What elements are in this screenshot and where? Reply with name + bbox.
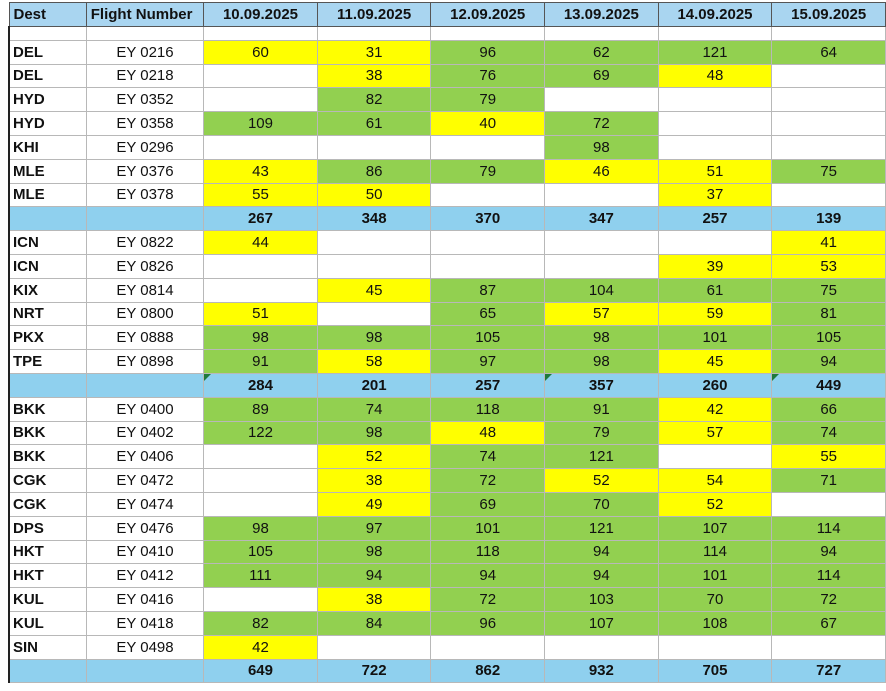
load-value-cell[interactable]: 101: [658, 564, 772, 588]
dest-cell[interactable]: HYD: [9, 88, 86, 112]
dest-cell[interactable]: ICN: [9, 231, 86, 255]
load-value-cell[interactable]: 51: [658, 159, 772, 183]
table-row: [9, 588, 886, 612]
dest-cell[interactable]: KUL: [9, 588, 86, 612]
load-value-cell[interactable]: 118: [431, 397, 545, 421]
table-row: [9, 397, 886, 421]
subtotal-row: [9, 373, 886, 397]
load-value-cell[interactable]: 72: [772, 588, 886, 612]
dest-cell[interactable]: MLE: [9, 183, 86, 207]
load-value-cell[interactable]: 79: [545, 421, 659, 445]
load-value-cell[interactable]: 98: [545, 350, 659, 374]
flight-number-cell[interactable]: EY 0474: [86, 492, 203, 516]
table-body: [9, 26, 886, 683]
spacer-cell[interactable]: [204, 26, 318, 40]
flight-number-cell[interactable]: EY 0826: [86, 254, 203, 278]
load-value-cell[interactable]: 70: [658, 588, 772, 612]
load-value-cell[interactable]: 94: [431, 564, 545, 588]
load-value-cell[interactable]: [772, 112, 886, 136]
load-value-cell[interactable]: 55: [772, 445, 886, 469]
flight-number-cell[interactable]: EY 0412: [86, 564, 203, 588]
table-row: [9, 445, 886, 469]
subtotal-cell[interactable]: 727: [772, 659, 886, 683]
load-value-cell[interactable]: [772, 183, 886, 207]
load-value-cell[interactable]: 103: [545, 588, 659, 612]
load-value-cell[interactable]: 98: [317, 421, 431, 445]
load-value-cell[interactable]: 69: [545, 64, 659, 88]
table-row: [9, 254, 886, 278]
load-value-cell[interactable]: 48: [658, 64, 772, 88]
load-value-cell[interactable]: [204, 278, 318, 302]
load-value-cell[interactable]: 65: [431, 302, 545, 326]
load-value-cell[interactable]: [658, 88, 772, 112]
load-value-cell[interactable]: [431, 183, 545, 207]
load-value-cell[interactable]: [772, 88, 886, 112]
load-value-cell[interactable]: [772, 635, 886, 659]
load-value-cell[interactable]: 53: [772, 254, 886, 278]
dest-cell[interactable]: DPS: [9, 516, 86, 540]
header-date[interactable]: 14.09.2025: [658, 3, 772, 27]
flight-number-cell[interactable]: EY 0800: [86, 302, 203, 326]
spacer-cell[interactable]: [317, 26, 431, 40]
load-value-cell[interactable]: 91: [204, 350, 318, 374]
load-value-cell[interactable]: [204, 445, 318, 469]
load-value-cell[interactable]: 98: [204, 326, 318, 350]
load-value-cell[interactable]: 101: [431, 516, 545, 540]
load-value-cell[interactable]: 97: [317, 516, 431, 540]
load-value-cell[interactable]: 94: [317, 564, 431, 588]
load-value-cell[interactable]: [658, 135, 772, 159]
flight-number-cell[interactable]: EY 0376: [86, 159, 203, 183]
flight-number-cell[interactable]: EY 0476: [86, 516, 203, 540]
table-row: [9, 326, 886, 350]
subtotal-cell[interactable]: 201: [317, 373, 431, 397]
header-dest[interactable]: Dest: [9, 3, 86, 27]
load-value-cell[interactable]: 81: [772, 302, 886, 326]
table-row: [9, 112, 886, 136]
dest-cell[interactable]: ICN: [9, 254, 86, 278]
load-value-cell[interactable]: [317, 302, 431, 326]
load-value-cell[interactable]: 74: [317, 397, 431, 421]
spacer-cell[interactable]: [431, 26, 545, 40]
load-value-cell[interactable]: 118: [431, 540, 545, 564]
load-value-cell[interactable]: 31: [317, 40, 431, 64]
load-value-cell[interactable]: 74: [772, 421, 886, 445]
load-value-cell[interactable]: 91: [545, 397, 659, 421]
dest-cell[interactable]: HYD: [9, 112, 86, 136]
table-row: [9, 635, 886, 659]
load-value-cell[interactable]: 41: [772, 231, 886, 255]
dest-cell[interactable]: KIX: [9, 278, 86, 302]
subtotal-empty-cell[interactable]: [86, 373, 203, 397]
load-value-cell[interactable]: 45: [658, 350, 772, 374]
load-value-cell[interactable]: 50: [317, 183, 431, 207]
subtotal-cell[interactable]: 722: [317, 659, 431, 683]
header-date[interactable]: 10.09.2025: [204, 3, 318, 27]
load-value-cell[interactable]: [204, 588, 318, 612]
load-value-cell[interactable]: 111: [204, 564, 318, 588]
dest-cell[interactable]: DEL: [9, 40, 86, 64]
flight-number-cell[interactable]: EY 0400: [86, 397, 203, 421]
load-value-cell[interactable]: 59: [658, 302, 772, 326]
flight-number-cell[interactable]: EY 0406: [86, 445, 203, 469]
load-value-cell[interactable]: [317, 231, 431, 255]
subtotal-empty-cell[interactable]: [86, 659, 203, 683]
table-row: [9, 159, 886, 183]
load-value-cell[interactable]: [545, 88, 659, 112]
dest-cell[interactable]: MLE: [9, 159, 86, 183]
table-row: [9, 564, 886, 588]
load-value-cell[interactable]: 39: [658, 254, 772, 278]
flight-number-cell[interactable]: EY 0416: [86, 588, 203, 612]
header-date[interactable]: 13.09.2025: [545, 3, 659, 27]
load-value-cell[interactable]: 98: [545, 326, 659, 350]
subtotal-empty-cell[interactable]: [9, 207, 86, 231]
load-value-cell[interactable]: 60: [204, 40, 318, 64]
load-value-cell[interactable]: 121: [545, 516, 659, 540]
header-date[interactable]: 12.09.2025: [431, 3, 545, 27]
load-value-cell[interactable]: 38: [317, 588, 431, 612]
subtotal-empty-cell[interactable]: [9, 659, 86, 683]
load-value-cell[interactable]: [545, 635, 659, 659]
table-row: [9, 183, 886, 207]
load-value-cell[interactable]: 61: [658, 278, 772, 302]
subtotal-empty-cell[interactable]: [86, 207, 203, 231]
table-row: [9, 88, 886, 112]
load-value-cell[interactable]: 74: [431, 445, 545, 469]
load-value-cell[interactable]: 104: [545, 278, 659, 302]
load-value-cell[interactable]: 105: [772, 326, 886, 350]
load-value-cell[interactable]: [204, 88, 318, 112]
dest-cell[interactable]: KUL: [9, 611, 86, 635]
table-row: [9, 231, 886, 255]
load-value-cell[interactable]: [658, 445, 772, 469]
subtotal-cell[interactable]: 347: [545, 207, 659, 231]
load-value-cell[interactable]: 108: [658, 611, 772, 635]
load-value-cell[interactable]: [317, 254, 431, 278]
load-value-cell[interactable]: [658, 231, 772, 255]
load-value-cell[interactable]: 40: [431, 112, 545, 136]
table-row: [9, 492, 886, 516]
table-row: [9, 421, 886, 445]
flight-number-cell[interactable]: EY 0216: [86, 40, 203, 64]
load-value-cell[interactable]: 54: [658, 469, 772, 493]
load-value-cell[interactable]: 38: [317, 64, 431, 88]
load-value-cell[interactable]: [772, 135, 886, 159]
flight-number-cell[interactable]: EY 0498: [86, 635, 203, 659]
load-value-cell[interactable]: 55: [204, 183, 318, 207]
dest-cell[interactable]: HKT: [9, 540, 86, 564]
load-value-cell[interactable]: [545, 254, 659, 278]
load-value-cell[interactable]: 109: [204, 112, 318, 136]
load-value-cell[interactable]: [431, 254, 545, 278]
dest-cell[interactable]: SIN: [9, 635, 86, 659]
subtotal-cell[interactable]: 862: [431, 659, 545, 683]
flight-number-cell[interactable]: EY 0898: [86, 350, 203, 374]
flight-number-cell[interactable]: EY 0352: [86, 88, 203, 112]
table-row: [9, 350, 886, 374]
flight-number-cell[interactable]: EY 0814: [86, 278, 203, 302]
load-value-cell[interactable]: 67: [772, 611, 886, 635]
flight-number-cell[interactable]: EY 0418: [86, 611, 203, 635]
load-value-cell[interactable]: 98: [317, 326, 431, 350]
load-value-cell[interactable]: 105: [431, 326, 545, 350]
load-value-cell[interactable]: 98: [204, 516, 318, 540]
load-value-cell[interactable]: 72: [431, 588, 545, 612]
load-value-cell[interactable]: 57: [658, 421, 772, 445]
load-value-cell[interactable]: 94: [772, 350, 886, 374]
load-value-cell[interactable]: [317, 635, 431, 659]
load-value-cell[interactable]: 101: [658, 326, 772, 350]
subtotal-cell[interactable]: 257: [658, 207, 772, 231]
load-value-cell[interactable]: 122: [204, 421, 318, 445]
spacer-row: [9, 26, 886, 40]
load-value-cell[interactable]: 37: [658, 183, 772, 207]
load-value-cell[interactable]: 45: [317, 278, 431, 302]
dest-cell[interactable]: BKK: [9, 397, 86, 421]
load-value-cell[interactable]: 38: [317, 469, 431, 493]
load-value-cell[interactable]: 114: [658, 540, 772, 564]
flight-number-cell[interactable]: EY 0822: [86, 231, 203, 255]
load-value-cell[interactable]: 52: [658, 492, 772, 516]
load-value-cell[interactable]: 44: [204, 231, 318, 255]
dest-cell[interactable]: NRT: [9, 302, 86, 326]
subtotal-cell[interactable]: 649: [204, 659, 318, 683]
table-row: [9, 540, 886, 564]
table-row: [9, 302, 886, 326]
load-value-cell[interactable]: 72: [431, 469, 545, 493]
load-value-cell[interactable]: 97: [431, 350, 545, 374]
load-value-cell[interactable]: [545, 231, 659, 255]
load-value-cell[interactable]: 96: [431, 611, 545, 635]
header-date[interactable]: 11.09.2025: [317, 3, 431, 27]
load-value-cell[interactable]: 82: [204, 611, 318, 635]
dest-cell[interactable]: BKK: [9, 421, 86, 445]
load-value-cell[interactable]: 43: [204, 159, 318, 183]
load-value-cell[interactable]: 69: [431, 492, 545, 516]
load-value-cell[interactable]: 114: [772, 564, 886, 588]
spacer-cell[interactable]: [772, 26, 886, 40]
load-value-cell[interactable]: [772, 492, 886, 516]
load-value-cell[interactable]: 75: [772, 159, 886, 183]
load-value-cell[interactable]: 87: [431, 278, 545, 302]
table-row: [9, 611, 886, 635]
load-value-cell[interactable]: [545, 183, 659, 207]
load-value-cell[interactable]: 121: [658, 40, 772, 64]
subtotal-cell[interactable]: 284: [204, 373, 318, 397]
load-value-cell[interactable]: 58: [317, 350, 431, 374]
spacer-cell[interactable]: [9, 26, 86, 40]
load-value-cell[interactable]: 82: [317, 88, 431, 112]
subtotal-cell[interactable]: 932: [545, 659, 659, 683]
load-value-cell[interactable]: 66: [772, 397, 886, 421]
dest-cell[interactable]: DEL: [9, 64, 86, 88]
spacer-cell[interactable]: [545, 26, 659, 40]
table-row: [9, 64, 886, 88]
load-value-cell[interactable]: 107: [545, 611, 659, 635]
flight-number-cell[interactable]: EY 0218: [86, 64, 203, 88]
table-row: [9, 469, 886, 493]
load-value-cell[interactable]: 52: [545, 469, 659, 493]
load-value-cell[interactable]: [204, 64, 318, 88]
subtotal-cell[interactable]: 267: [204, 207, 318, 231]
table-row: [9, 40, 886, 64]
table-row: [9, 516, 886, 540]
load-value-cell[interactable]: 98: [317, 540, 431, 564]
load-value-cell[interactable]: [204, 469, 318, 493]
subtotal-cell[interactable]: 260: [658, 373, 772, 397]
header-date[interactable]: 15.09.2025: [772, 3, 886, 27]
load-value-cell[interactable]: 94: [545, 564, 659, 588]
load-value-cell[interactable]: 49: [317, 492, 431, 516]
load-value-cell[interactable]: [204, 492, 318, 516]
load-value-cell[interactable]: [431, 635, 545, 659]
dest-cell[interactable]: BKK: [9, 445, 86, 469]
table-row: [9, 135, 886, 159]
load-value-cell[interactable]: 48: [431, 421, 545, 445]
load-value-cell[interactable]: 72: [545, 112, 659, 136]
load-value-cell[interactable]: [658, 112, 772, 136]
load-value-cell[interactable]: 52: [317, 445, 431, 469]
dest-cell[interactable]: TPE: [9, 350, 86, 374]
load-value-cell[interactable]: 94: [772, 540, 886, 564]
load-value-cell[interactable]: 105: [204, 540, 318, 564]
load-value-cell[interactable]: [317, 135, 431, 159]
load-value-cell[interactable]: 51: [204, 302, 318, 326]
load-value-cell[interactable]: 62: [545, 40, 659, 64]
flight-number-cell[interactable]: EY 0296: [86, 135, 203, 159]
flight-number-cell[interactable]: EY 0888: [86, 326, 203, 350]
table-row: [9, 278, 886, 302]
load-value-cell[interactable]: 61: [317, 112, 431, 136]
dest-cell[interactable]: CGK: [9, 469, 86, 493]
load-value-cell[interactable]: 79: [431, 88, 545, 112]
load-value-cell[interactable]: 70: [545, 492, 659, 516]
load-value-cell[interactable]: [431, 231, 545, 255]
dest-cell[interactable]: CGK: [9, 492, 86, 516]
load-value-cell[interactable]: 107: [658, 516, 772, 540]
header-flight-number[interactable]: Flight Number: [86, 3, 203, 27]
load-value-cell[interactable]: [204, 254, 318, 278]
subtotal-cell[interactable]: 139: [772, 207, 886, 231]
load-value-cell[interactable]: 79: [431, 159, 545, 183]
load-value-cell[interactable]: 86: [317, 159, 431, 183]
load-value-cell[interactable]: 75: [772, 278, 886, 302]
load-value-cell[interactable]: 96: [431, 40, 545, 64]
subtotal-cell[interactable]: 257: [431, 373, 545, 397]
flight-number-cell[interactable]: EY 0402: [86, 421, 203, 445]
load-value-cell[interactable]: 94: [545, 540, 659, 564]
load-value-cell[interactable]: 114: [772, 516, 886, 540]
subtotal-cell[interactable]: 370: [431, 207, 545, 231]
subtotal-row: [9, 207, 886, 231]
subtotal-cell[interactable]: 705: [658, 659, 772, 683]
flight-number-cell[interactable]: EY 0472: [86, 469, 203, 493]
subtotal-row: [9, 659, 886, 683]
dest-cell[interactable]: PKX: [9, 326, 86, 350]
dest-cell[interactable]: KHI: [9, 135, 86, 159]
subtotal-cell[interactable]: 348: [317, 207, 431, 231]
load-value-cell[interactable]: 84: [317, 611, 431, 635]
flight-number-cell[interactable]: EY 0378: [86, 183, 203, 207]
subtotal-cell[interactable]: 449: [772, 373, 886, 397]
load-value-cell[interactable]: 71: [772, 469, 886, 493]
subtotal-cell[interactable]: 357: [545, 373, 659, 397]
flight-load-table: [8, 2, 886, 683]
load-value-cell[interactable]: 42: [204, 635, 318, 659]
load-value-cell[interactable]: [431, 135, 545, 159]
load-value-cell[interactable]: 57: [545, 302, 659, 326]
flight-number-cell[interactable]: EY 0358: [86, 112, 203, 136]
load-value-cell[interactable]: 42: [658, 397, 772, 421]
load-value-cell[interactable]: 46: [545, 159, 659, 183]
load-value-cell[interactable]: 98: [545, 135, 659, 159]
dest-cell[interactable]: HKT: [9, 564, 86, 588]
spacer-cell[interactable]: [658, 26, 772, 40]
header-row: [9, 3, 886, 27]
load-value-cell[interactable]: [772, 64, 886, 88]
spacer-cell[interactable]: [86, 26, 203, 40]
load-value-cell[interactable]: 89: [204, 397, 318, 421]
load-value-cell[interactable]: [204, 135, 318, 159]
load-value-cell[interactable]: 76: [431, 64, 545, 88]
load-value-cell[interactable]: 64: [772, 40, 886, 64]
load-value-cell[interactable]: [658, 635, 772, 659]
flight-number-cell[interactable]: EY 0410: [86, 540, 203, 564]
load-value-cell[interactable]: 121: [545, 445, 659, 469]
subtotal-empty-cell[interactable]: [9, 373, 86, 397]
